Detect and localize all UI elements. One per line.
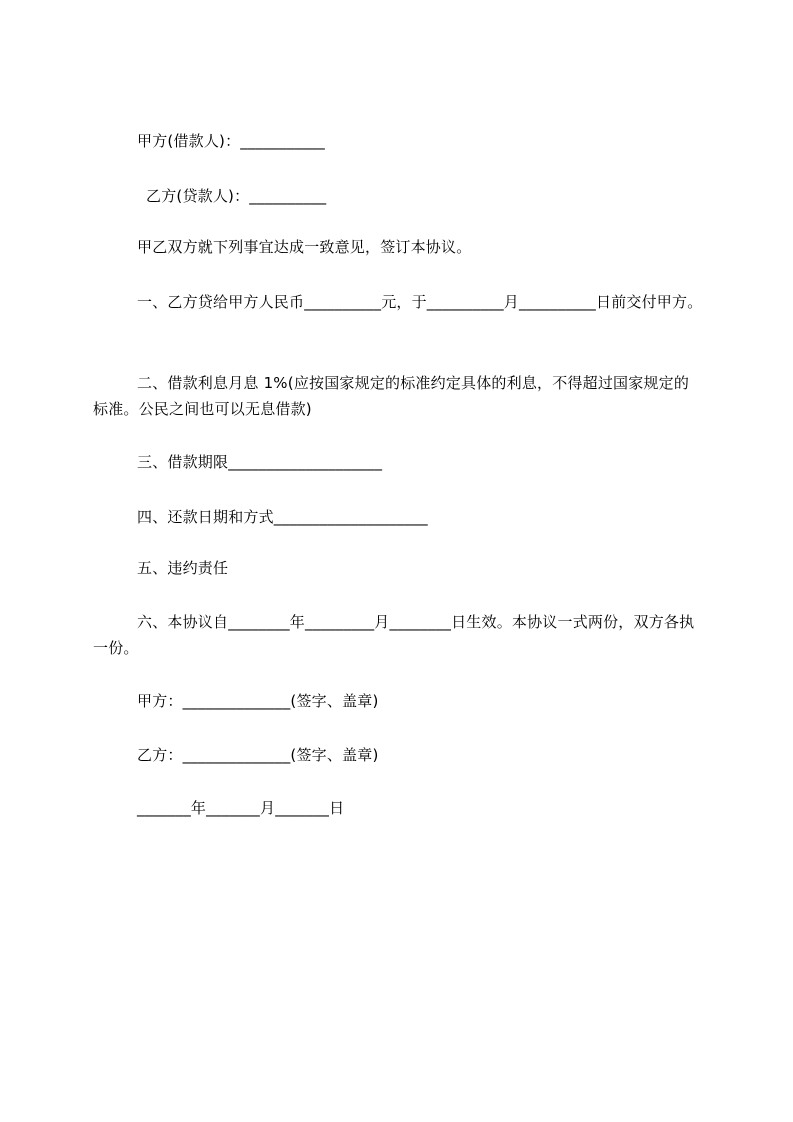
clause-six: 六、本协议自________年_________月________日生效。本协议一式两份，双方各执一份。 [93,613,695,657]
clause-five: 五、违约责任 [137,559,229,577]
party-a-signature-line: 甲方：______________(签字、盖章) [137,692,379,710]
clause-two: 二、借款利息月息 1%(应按国家规定的标准约定具体的利息，不得超过国家规定的标准。公民之间也可以无息借款) [93,374,690,418]
party-b-signature-line: 乙方：______________(签字、盖章) [137,746,379,764]
clause-one: 一、乙方贷给甲方人民币__________元，于__________月__________日前交付甲方。 [137,293,703,311]
agreement-intro: 甲乙双方就下列事宜达成一致意见，签订本协议。 [137,238,472,256]
clause-three: 三、借款期限____________________ [137,453,383,471]
date-line: _______年_______月_______日 [137,799,345,817]
party-b-lender-line: 乙方(贷款人)：__________ [146,187,327,205]
clause-four: 四、还款日期和方式____________________ [137,508,428,526]
party-a-borrower-line: 甲方(借款人)：___________ [137,132,326,150]
